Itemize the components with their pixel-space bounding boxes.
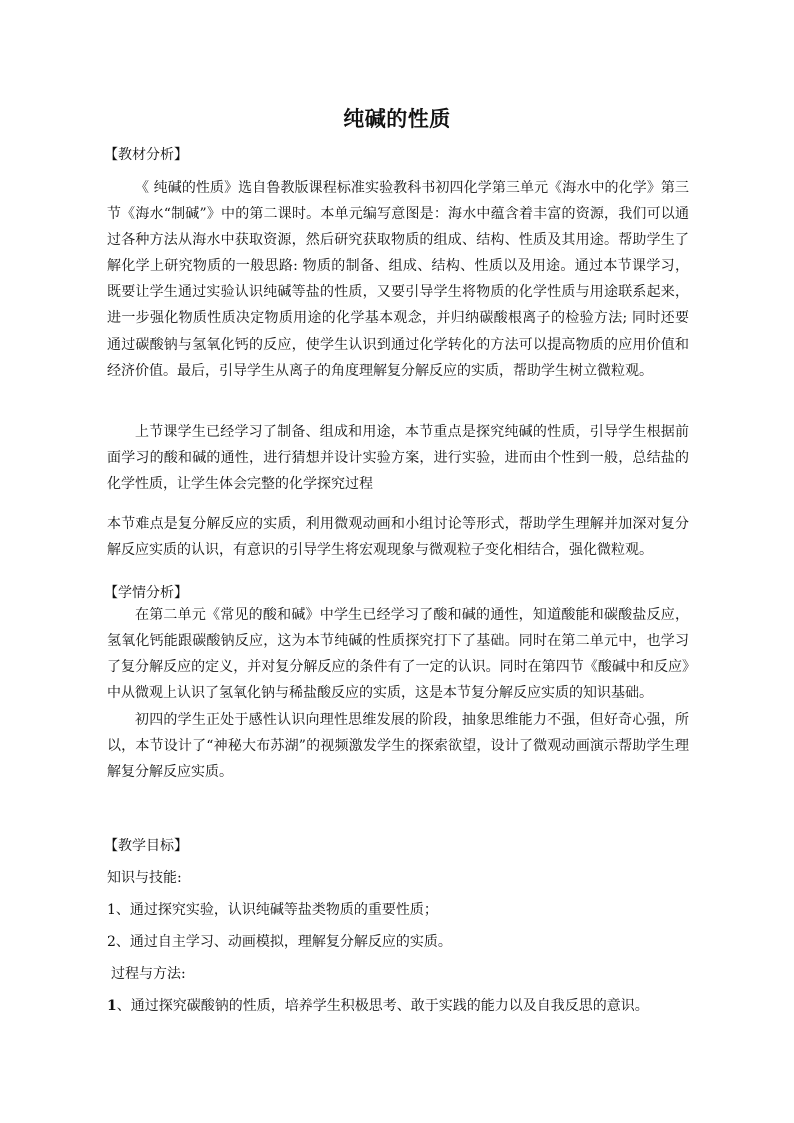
section-heading-goals: 【教学目标】 <box>104 838 188 854</box>
materials-paragraph-1: 《 纯碱的性质》选自鲁教版课程标准实验教科书初四化学第三单元《海水中的化学》第三节《海水“制碱”》中的第二课时。本单元编写意图是：海水中蕴含着丰富的资源，我们可以通过各种方法从海水中获取资源，然后研究获取物质的组成、结构、性质及其用途。帮助学生了解化学上研究物质的一般思路: 物质的制备、组成、结构、性质以及用途。通过本节课学习，既要让学生通过实验认识纯碱等盐的性质，又要引导学生将物质的化学性质与用途联系起来，进一步强化物质性质决定物质用途的化学基本观念，并归纳碳酸根离子的检验方法; 同时还要通过碳酸钠与氢氧化钙的反应，使学生认识到通过化学转化的方法可以提高物质的应用价值和经济价值。最后，引导学生从离子的角度理解复分解反应的实质，帮助学生树立微粒观。 <box>107 180 689 379</box>
students-paragraph-2: 初四的学生正处于感性认识向理性思维发展的阶段，抽象思维能力不强，但好奇心强，所以，本节设计了“神秘大布苏湖”的视频激发学生的探索欲望，设计了微观动画演示帮助学生理解复分解反应实质。 <box>107 712 689 781</box>
goals-knowledge-item-1: 1、通过探究实验，认识纯碱等盐类物质的重要性质； <box>107 902 438 918</box>
goals-process-item-1-text: 、通过探究碳酸钠的性质，培养学生积极思考、敢于实践的能力以及自我反思的意识。 <box>116 998 649 1014</box>
goals-process-item-1-number: 1 <box>107 998 117 1014</box>
students-paragraph-1: 在第二单元《常见的酸和碱》中学生已经学习了酸和碱的通性，知道酸能和碳酸盐反应，氢氧化钙能跟碳酸钠反应，这为本节纯碱的性质探究打下了基础。同时在第二单元中，也学习了复分解反应的定义，并对复分解反应的条件有了一定的认识。同时在第四节《酸碱中和反应》中从微观上认识了氢氧化钠与稀盐酸反应的实质，这是本节复分解反应实质的知识基础。 <box>107 607 689 702</box>
goals-knowledge-item-2: 2、通过自主学习、动画模拟，理解复分解反应的实质。 <box>107 934 452 950</box>
goals-knowledge-label: 知识与技能: <box>107 870 182 886</box>
materials-paragraph-2: 上节课学生已经学习了制备、组成和用途，本节重点是探究纯碱的性质，引导学生根据前面学习的酸和碱的通性，进行猜想并设计实验方案，进行实验，进而由个性到一般，总结盐的化学性质，让学生体会完整的化学探究过程 <box>107 424 689 493</box>
goals-process-item-1 <box>107 995 707 1015</box>
section-heading-students: 【学情分析】 <box>104 585 188 601</box>
section-heading-materials: 【教材分析】 <box>104 147 188 163</box>
document-title: 纯碱的性质 <box>343 106 451 131</box>
materials-paragraph-3: 本节难点是复分解反应的实质，利用微观动画和小组讨论等形式，帮助学生理解并加深对复分解反应实质的认识，有意识的引导学生将宏观现象与微观粒子变化相结合，强化微粒观。 <box>107 516 689 559</box>
goals-process-label: 过程与方法: <box>111 966 186 982</box>
